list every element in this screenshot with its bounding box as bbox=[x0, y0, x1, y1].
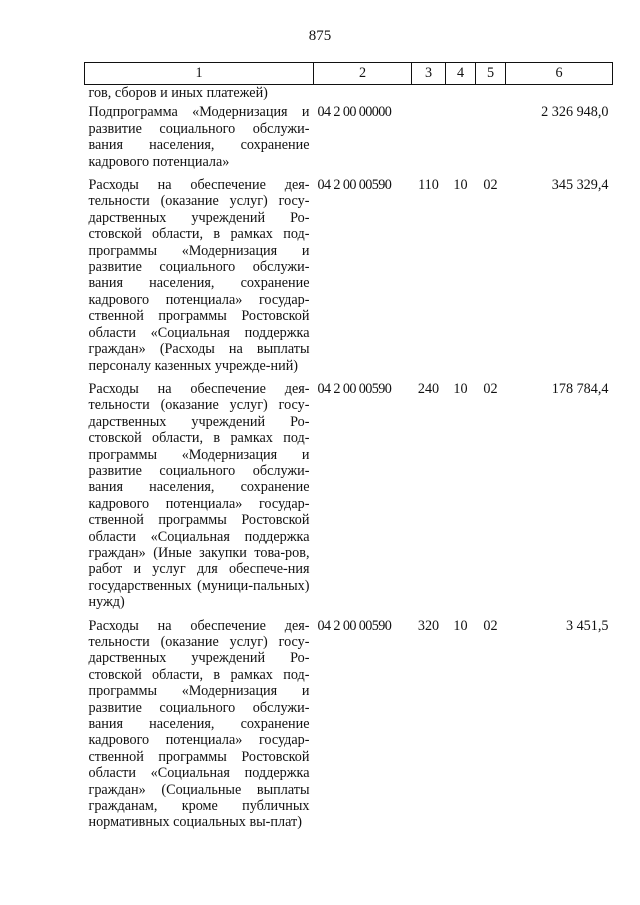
row-sum: 2 326 948,0 bbox=[541, 104, 609, 121]
row-sum: 3 451,5 bbox=[565, 617, 609, 634]
header-col-5: 5 bbox=[476, 63, 506, 85]
table-row bbox=[85, 104, 613, 177]
table-header-row bbox=[85, 63, 613, 85]
header-col-2: 2 bbox=[314, 63, 412, 85]
budget-table bbox=[84, 62, 613, 838]
row-rz bbox=[446, 104, 476, 177]
row-sum: 178 784,4 bbox=[551, 380, 609, 397]
row-name: Расходы на обеспечение дея-тельности (оказание услуг) госу-дарственных учреждений Ро-стовской области, в рамках под-программы «Модернизация и развитие социального обслужи-вания населения, сохранение кадрового потенциала» государ-ственной программы Ростовской области «Социальная поддержка граждан» (Расходы на выплаты персоналу казенных учрежде-ний) bbox=[88, 177, 310, 374]
row-code: 04 2 00 00590 bbox=[317, 177, 392, 194]
header-col-3: 3 bbox=[412, 63, 446, 85]
row-vr bbox=[412, 104, 446, 177]
row-code: 04 2 00 00590 bbox=[317, 617, 392, 634]
row-rz: 10 bbox=[453, 380, 468, 397]
table-row bbox=[85, 381, 613, 618]
row-pr: 02 bbox=[483, 380, 498, 397]
table-row bbox=[85, 177, 613, 381]
row-pr: 02 bbox=[483, 177, 498, 194]
row-code: 04 2 00 00590 bbox=[317, 380, 392, 397]
row-code: 04 2 00 00000 bbox=[317, 104, 392, 121]
row-rz: 10 bbox=[453, 617, 468, 634]
row-pr: 02 bbox=[483, 617, 498, 634]
row-vr: 110 bbox=[418, 177, 439, 194]
row-vr: 320 bbox=[417, 617, 440, 634]
row-sum: 345 329,4 bbox=[551, 177, 609, 194]
header-col-4: 4 bbox=[446, 63, 476, 85]
row-name: Подпрограмма «Модернизация и развитие социального обслужи-вания населения, сохранение кадрового потенциала» bbox=[88, 104, 310, 170]
row-vr: 240 bbox=[417, 380, 440, 397]
row-name: Расходы на обеспечение дея-тельности (оказание услуг) госу-дарственных учреждений Ро-стовской области, в рамках под-программы «Модернизация и развитие социального обслужи-вания населения, сохранение кадрового потенциала» государ-ственной программы Ростовской области «Социальная поддержка граждан» (Иные закупки това-ров, работ и услуг для обеспече-ния государственных (муници-пальных) нужд) bbox=[88, 380, 310, 611]
table-row bbox=[85, 618, 613, 838]
row-rz: 10 bbox=[453, 177, 468, 194]
continuation-text: гов, сборов и иных платежей) bbox=[88, 85, 268, 101]
row-pr bbox=[476, 104, 506, 177]
header-col-1: 1 bbox=[85, 63, 314, 85]
page-number: 875 bbox=[308, 28, 332, 44]
continuation-row bbox=[85, 85, 613, 105]
row-name: Расходы на обеспечение дея-тельности (оказание услуг) госу-дарственных учреждений Ро-стовской области, в рамках под-программы «Модернизация и развитие социального обслужи-вания населения, сохранение кадрового потенциала» государ-ственной программы Ростовской области «Социальная поддержка граждан» (Социальные выплаты гражданам, кроме публичных нормативных социальных вы-плат) bbox=[88, 617, 310, 831]
header-col-6: 6 bbox=[506, 63, 613, 85]
